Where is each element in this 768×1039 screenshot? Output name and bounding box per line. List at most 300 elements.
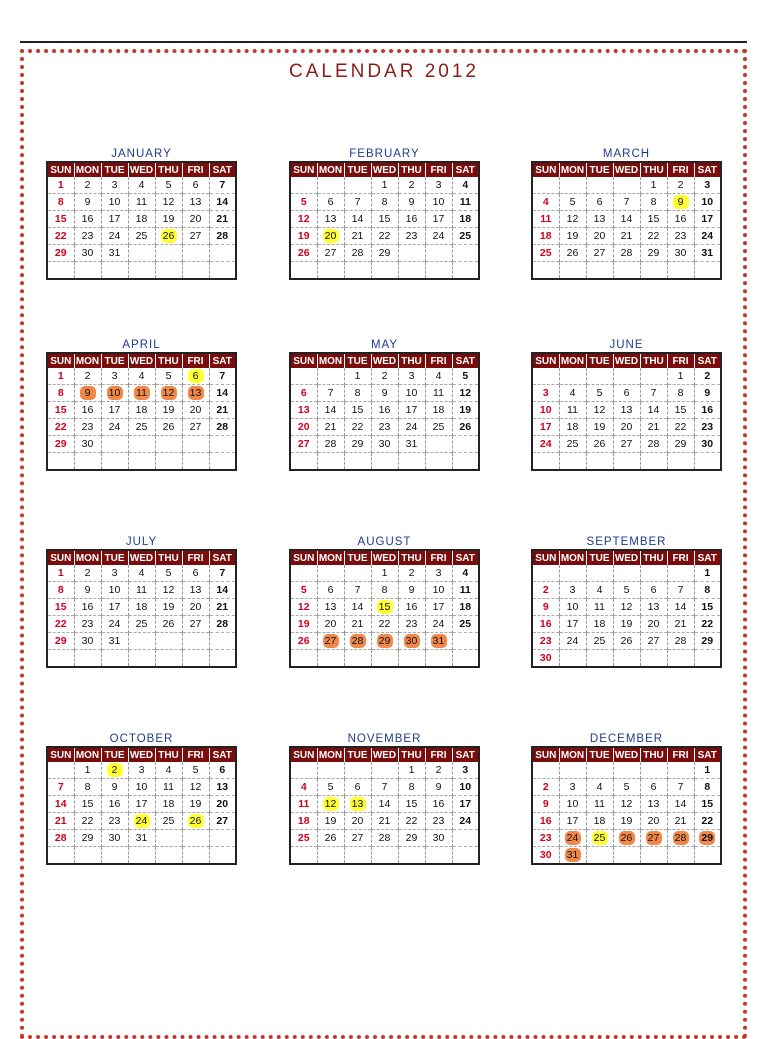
day-cell: 5 [290,194,317,211]
week-row [290,453,479,471]
day-cell: 15 [694,796,721,813]
day-cell: 5 [452,368,479,385]
day-cell: 26 [613,633,640,650]
empty-cell [74,847,101,865]
week-row [47,847,236,865]
empty-cell [532,453,559,471]
month-name: AUGUST [357,536,412,548]
week-row [532,830,721,847]
empty-cell [532,368,559,385]
empty-cell [47,762,74,779]
highlighted-day: 31 [431,634,447,648]
highlighted-day: 24 [134,814,150,828]
week-row [290,565,479,582]
weekday-label: THU [155,747,182,762]
weekday-label: MON [317,353,344,368]
month-name: MAY [370,339,399,351]
day-cell [101,385,128,402]
day-cell: 28 [317,436,344,453]
day-cell: 29 [694,633,721,650]
day-cell: 11 [290,796,317,813]
empty-cell [101,650,128,668]
empty-cell [613,847,640,865]
day-cell [344,796,371,813]
day-cell: 9 [532,599,559,616]
day-cell: 9 [398,194,425,211]
day-cell: 25 [128,616,155,633]
empty-cell [667,847,694,865]
empty-cell [586,453,613,471]
weekday-label: SUN [47,747,74,762]
day-cell: 5 [586,385,613,402]
empty-cell [344,847,371,865]
day-cell: 10 [559,796,586,813]
day-cell: 21 [209,402,236,419]
day-cell: 22 [47,228,74,245]
day-cell: 22 [344,419,371,436]
weekday-label: SAT [694,747,721,762]
day-cell: 23 [532,633,559,650]
empty-cell [425,650,452,668]
week-row [47,830,236,847]
day-cell: 6 [586,194,613,211]
month-name: FEBRUARY [349,148,420,160]
day-cell: 23 [398,228,425,245]
day-cell: 12 [182,779,209,796]
day-cell: 18 [586,616,613,633]
weekday-label: FRI [182,550,209,565]
month-table [46,161,237,280]
empty-cell [290,368,317,385]
week-row [290,633,479,650]
day-cell: 6 [640,779,667,796]
week-row [47,436,236,453]
day-cell [317,633,344,650]
day-cell: 2 [74,368,101,385]
week-row [290,262,479,280]
day-cell: 8 [344,385,371,402]
day-cell: 4 [586,582,613,599]
weekday-label: WED [613,162,640,177]
day-cell: 1 [667,368,694,385]
day-cell: 7 [209,565,236,582]
day-cell: 3 [559,779,586,796]
day-cell: 2 [398,177,425,194]
day-cell: 24 [694,228,721,245]
weekday-label: WED [371,162,398,177]
highlighted-day: 13 [350,797,366,811]
day-cell: 26 [290,633,317,650]
week-row [47,419,236,436]
day-cell: 30 [74,436,101,453]
empty-cell [209,847,236,865]
day-cell: 9 [532,796,559,813]
empty-cell [344,762,371,779]
week-row [532,177,721,194]
day-cell: 7 [209,368,236,385]
day-cell: 17 [694,211,721,228]
weekday-label: FRI [425,550,452,565]
day-cell: 18 [532,228,559,245]
empty-cell [317,262,344,280]
day-cell: 22 [667,419,694,436]
day-cell: 14 [667,796,694,813]
week-row [532,436,721,453]
empty-cell [613,177,640,194]
weekday-label: TUE [344,747,371,762]
week-row [290,813,479,830]
day-cell: 21 [47,813,74,830]
highlighted-day: 28 [350,634,366,648]
empty-cell [559,453,586,471]
day-cell: 6 [344,779,371,796]
day-cell [667,194,694,211]
day-cell: 4 [425,368,452,385]
day-cell: 9 [74,194,101,211]
empty-cell [209,453,236,471]
day-cell: 20 [613,419,640,436]
weekday-label: TUE [344,550,371,565]
month-name: OCTOBER [109,733,174,745]
day-cell: 22 [398,813,425,830]
empty-cell [182,436,209,453]
day-cell: 22 [47,616,74,633]
day-cell: 20 [182,599,209,616]
day-cell: 24 [101,419,128,436]
weekday-label: THU [640,353,667,368]
day-cell: 25 [425,419,452,436]
day-cell: 2 [667,177,694,194]
month-november [289,732,480,865]
day-cell: 29 [371,245,398,262]
weekday-label: THU [155,353,182,368]
week-row [532,582,721,599]
weekday-label: SAT [209,353,236,368]
day-cell: 15 [694,599,721,616]
weekday-label: MON [74,162,101,177]
day-cell: 18 [559,419,586,436]
month-september [531,535,722,668]
empty-cell [47,453,74,471]
day-cell: 3 [101,565,128,582]
week-row [47,194,236,211]
empty-cell [559,177,586,194]
day-cell: 20 [290,419,317,436]
day-cell: 19 [613,616,640,633]
page-title: CALENDAR 2012 [288,61,480,82]
day-cell: 11 [586,796,613,813]
day-cell: 30 [532,650,559,668]
day-cell: 24 [425,616,452,633]
empty-cell [209,245,236,262]
weekday-label: TUE [101,747,128,762]
day-cell: 3 [128,762,155,779]
empty-cell [128,245,155,262]
weekday-header-row [290,353,479,368]
empty-cell [47,650,74,668]
day-cell [317,228,344,245]
empty-cell [559,762,586,779]
day-cell: 11 [452,194,479,211]
day-cell: 12 [452,385,479,402]
day-cell [317,796,344,813]
weekday-label: FRI [182,747,209,762]
weekday-label: TUE [344,162,371,177]
weekday-label: FRI [667,747,694,762]
day-cell [128,813,155,830]
week-row [532,419,721,436]
day-cell: 18 [128,599,155,616]
day-cell: 27 [209,813,236,830]
highlighted-day: 15 [377,600,393,614]
day-cell: 18 [425,402,452,419]
day-cell: 1 [694,762,721,779]
week-row [290,779,479,796]
day-cell: 4 [559,385,586,402]
month-table [531,549,722,668]
weekday-label: SUN [290,747,317,762]
day-cell [371,633,398,650]
day-cell: 26 [155,616,182,633]
day-cell: 6 [317,582,344,599]
day-cell: 20 [640,616,667,633]
day-cell: 15 [74,796,101,813]
empty-cell [613,262,640,280]
day-cell: 22 [47,419,74,436]
day-cell: 13 [209,779,236,796]
day-cell: 22 [694,813,721,830]
empty-cell [128,633,155,650]
day-cell: 2 [371,368,398,385]
day-cell: 27 [613,436,640,453]
day-cell: 9 [694,385,721,402]
day-cell: 11 [452,582,479,599]
day-cell: 10 [101,582,128,599]
day-cell [694,830,721,847]
empty-cell [101,847,128,865]
weekday-label: FRI [425,162,452,177]
empty-cell [101,262,128,280]
day-cell: 18 [290,813,317,830]
day-cell: 31 [128,830,155,847]
month-table [531,746,722,865]
highlighted-day: 20 [323,229,339,243]
day-cell: 19 [559,228,586,245]
day-cell: 29 [74,830,101,847]
day-cell: 31 [694,245,721,262]
day-cell: 4 [532,194,559,211]
weekday-label: WED [128,747,155,762]
day-cell: 19 [317,813,344,830]
empty-cell [155,633,182,650]
weekday-header-row [47,747,236,762]
day-cell: 21 [371,813,398,830]
day-cell: 1 [57,567,64,579]
empty-cell [694,650,721,668]
day-cell: 14 [640,402,667,419]
weekday-label: TUE [586,353,613,368]
week-row [290,796,479,813]
weekday-label: MON [74,550,101,565]
day-cell: 30 [101,830,128,847]
day-cell [640,830,667,847]
day-cell: 31 [101,633,128,650]
day-cell [559,830,586,847]
empty-cell [640,762,667,779]
day-cell: 21 [344,616,371,633]
empty-cell [425,847,452,865]
empty-cell [317,453,344,471]
day-cell: 23 [74,419,101,436]
week-row [532,813,721,830]
day-cell: 21 [667,813,694,830]
day-cell [101,762,128,779]
week-row [290,228,479,245]
day-cell: 15 [371,211,398,228]
day-cell: 22 [640,228,667,245]
highlighted-day: 13 [188,386,204,400]
day-cell: 8 [47,582,74,599]
day-cell: 30 [667,245,694,262]
weekday-label: SAT [452,353,479,368]
week-row [532,368,721,385]
empty-cell [586,177,613,194]
empty-cell [559,650,586,668]
day-cell: 7 [667,582,694,599]
empty-cell [667,650,694,668]
weekday-label: SAT [209,550,236,565]
day-cell: 28 [209,228,236,245]
day-cell: 27 [344,830,371,847]
day-cell: 26 [452,419,479,436]
empty-cell [209,830,236,847]
day-cell: 27 [182,228,209,245]
day-cell: 19 [290,616,317,633]
day-cell: 3 [694,177,721,194]
empty-cell [290,177,317,194]
empty-cell [640,847,667,865]
weekday-label: SAT [452,162,479,177]
day-cell: 4 [155,762,182,779]
day-cell: 21 [640,419,667,436]
empty-cell [290,262,317,280]
highlighted-day: 26 [619,831,635,845]
week-row [532,599,721,616]
day-cell: 5 [155,368,182,385]
day-cell: 16 [532,616,559,633]
day-cell: 7 [371,779,398,796]
empty-cell [344,650,371,668]
day-cell: 16 [694,402,721,419]
day-cell [182,385,209,402]
weekday-label: THU [398,550,425,565]
day-cell: 25 [290,830,317,847]
weekday-label: SUN [47,550,74,565]
day-cell: 20 [344,813,371,830]
weekday-header-row [532,550,721,565]
weekday-label: FRI [667,353,694,368]
day-cell: 16 [398,211,425,228]
day-cell: 28 [47,830,74,847]
day-cell [128,385,155,402]
day-cell: 24 [101,228,128,245]
week-row [47,453,236,471]
empty-cell [452,650,479,668]
day-cell: 20 [640,813,667,830]
empty-cell [182,453,209,471]
day-cell: 15 [667,402,694,419]
day-cell: 1 [74,762,101,779]
weekday-label: SUN [290,353,317,368]
day-cell: 2 [398,565,425,582]
weekday-label: THU [398,747,425,762]
empty-cell [694,453,721,471]
day-cell: 8 [667,385,694,402]
month-january [46,147,237,280]
week-row [47,368,236,385]
highlighted-day: 9 [80,386,96,400]
empty-cell [344,262,371,280]
weekday-label: THU [640,550,667,565]
empty-cell [694,847,721,865]
weekday-label: WED [371,353,398,368]
day-cell: 1 [371,565,398,582]
day-cell: 26 [559,245,586,262]
day-cell: 17 [425,211,452,228]
empty-cell [452,436,479,453]
empty-cell [290,565,317,582]
day-cell: 12 [290,599,317,616]
month-table [289,161,480,280]
day-cell: 9 [398,582,425,599]
day-cell: 2 [532,779,559,796]
month-table [46,746,237,865]
day-cell: 13 [613,402,640,419]
day-cell: 6 [209,762,236,779]
weekday-label: MON [559,747,586,762]
month-june [531,338,722,471]
empty-cell [155,453,182,471]
empty-cell [398,847,425,865]
week-row [532,650,721,668]
month-name: MARCH [602,148,651,160]
month-april [46,338,237,471]
empty-cell [398,453,425,471]
day-cell: 2 [74,565,101,582]
day-cell [344,633,371,650]
empty-cell [452,245,479,262]
empty-cell [613,565,640,582]
day-cell: 19 [586,419,613,436]
weekday-label: MON [74,747,101,762]
highlighted-day: 28 [673,831,689,845]
empty-cell [128,262,155,280]
weekday-label: SAT [452,550,479,565]
week-row [290,402,479,419]
empty-cell [452,453,479,471]
highlighted-day: 6 [188,369,204,383]
week-row [290,599,479,616]
day-cell: 16 [532,813,559,830]
day-cell: 17 [398,402,425,419]
weekday-header-row [290,747,479,762]
weekday-header-row [47,162,236,177]
weekday-header-row [532,747,721,762]
month-name: JANUARY [111,148,172,160]
day-cell: 11 [128,194,155,211]
day-cell: 18 [452,211,479,228]
empty-cell [586,262,613,280]
